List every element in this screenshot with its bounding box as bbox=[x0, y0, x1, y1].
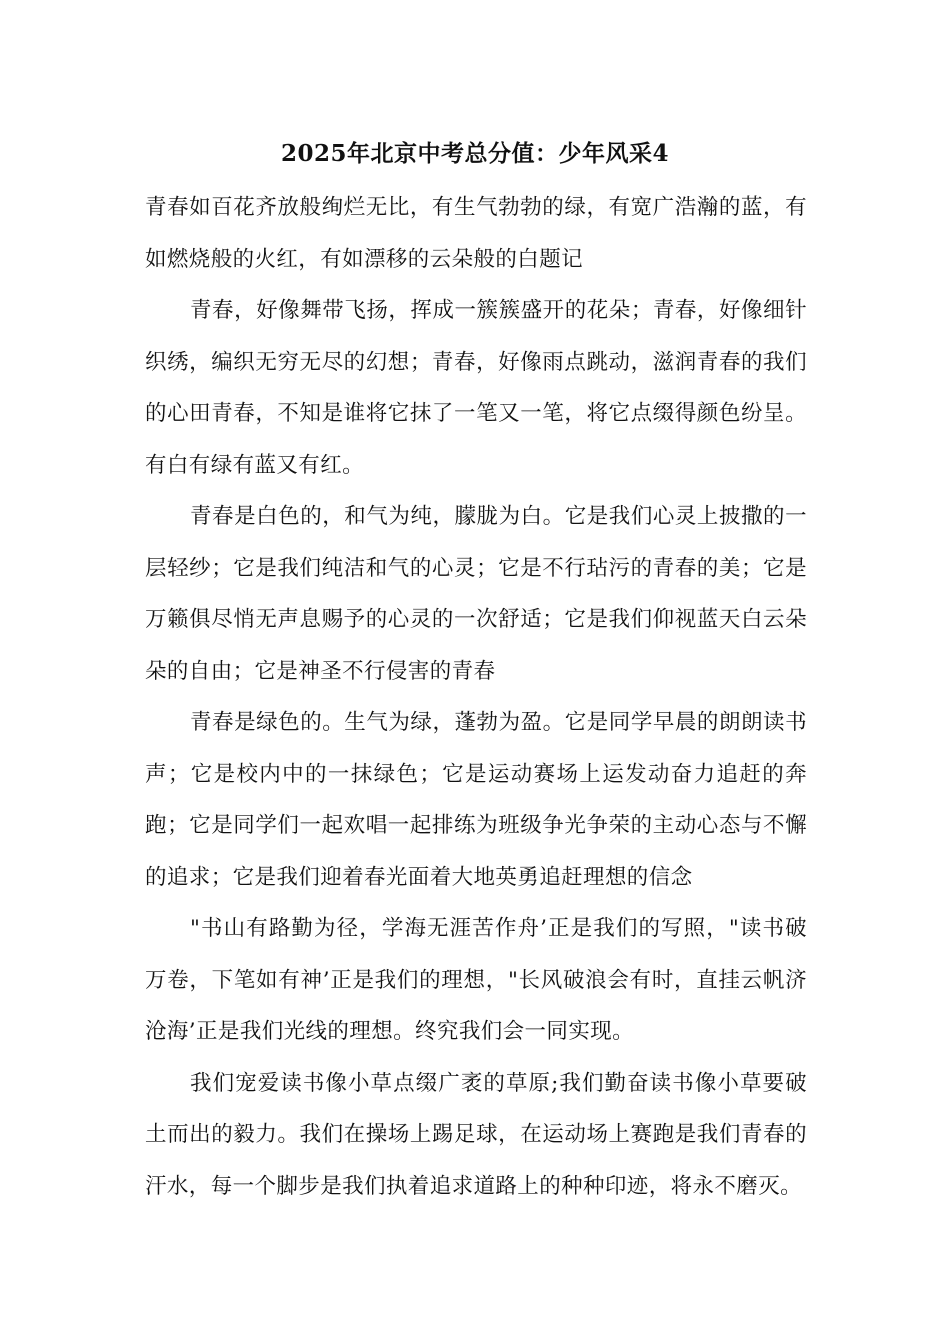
paragraph-4: "书山有路勤为径，学海无涯苦作舟’正是我们的写照，"读书破万卷，下笔如有神’正是我们的理想，"长风破浪会有时，直挂云帆济沧海’正是我们光线的理想。终究我们会一同实现。 bbox=[145, 916, 807, 1044]
paragraph-5: 我们宠爱读书像小草点缀广袤的草原;我们勤奋读书像小草要破土而出的毅力。我们在操场上踢足球，在运动场上赛跑是我们青春的汗水，每一个脚步是我们执着追求道路上的种种印迹，将永不磨灭。 bbox=[145, 1070, 807, 1199]
paragraph-1: 青春，好像舞带飞扬，挥成一簇簇盛开的花朵；青春，好像细针织绣，编织无穷无尽的幻想；青春，好像雨点跳动，滋润青春的我们的心田青春，不知是谁将它抹了一笔又一笔，将它点缀得颜色纷呈。有白有绿有蓝又有红。 bbox=[145, 298, 807, 478]
paragraph-2: 青春是白色的，和气为纯，朦胧为白。它是我们心灵上披撒的一层轻纱；它是我们纯洁和气的心灵；它是不行玷污的青春的美；它是万籁俱尽悄无声息赐予的心灵的一次舒适；它是我们仰视蓝天白云朵朵的自由；它是神圣不行侵害的青春 bbox=[145, 504, 807, 684]
document-body bbox=[145, 182, 807, 1212]
paragraph-intro: 青春如百花齐放般绚烂无比，有生气勃勃的绿，有宽广浩瀚的蓝，有如燃烧般的火红，有如漂移的云朵般的白题记 bbox=[145, 195, 807, 272]
document-title: 2025年北京中考总分值：少年风采4 bbox=[280, 140, 670, 167]
paragraph-3: 青春是绿色的。生气为绿，蓬勃为盈。它是同学早晨的朗朗读书声；它是校内中的一抹绿色；它是运动赛场上运发动奋力追赶的奔跑；它是同学们一起欢唱一起排练为班级争光争荣的主动心态与不懈的追求；它是我们迎着春光面着大地英勇追赶理想的信念 bbox=[145, 710, 807, 890]
